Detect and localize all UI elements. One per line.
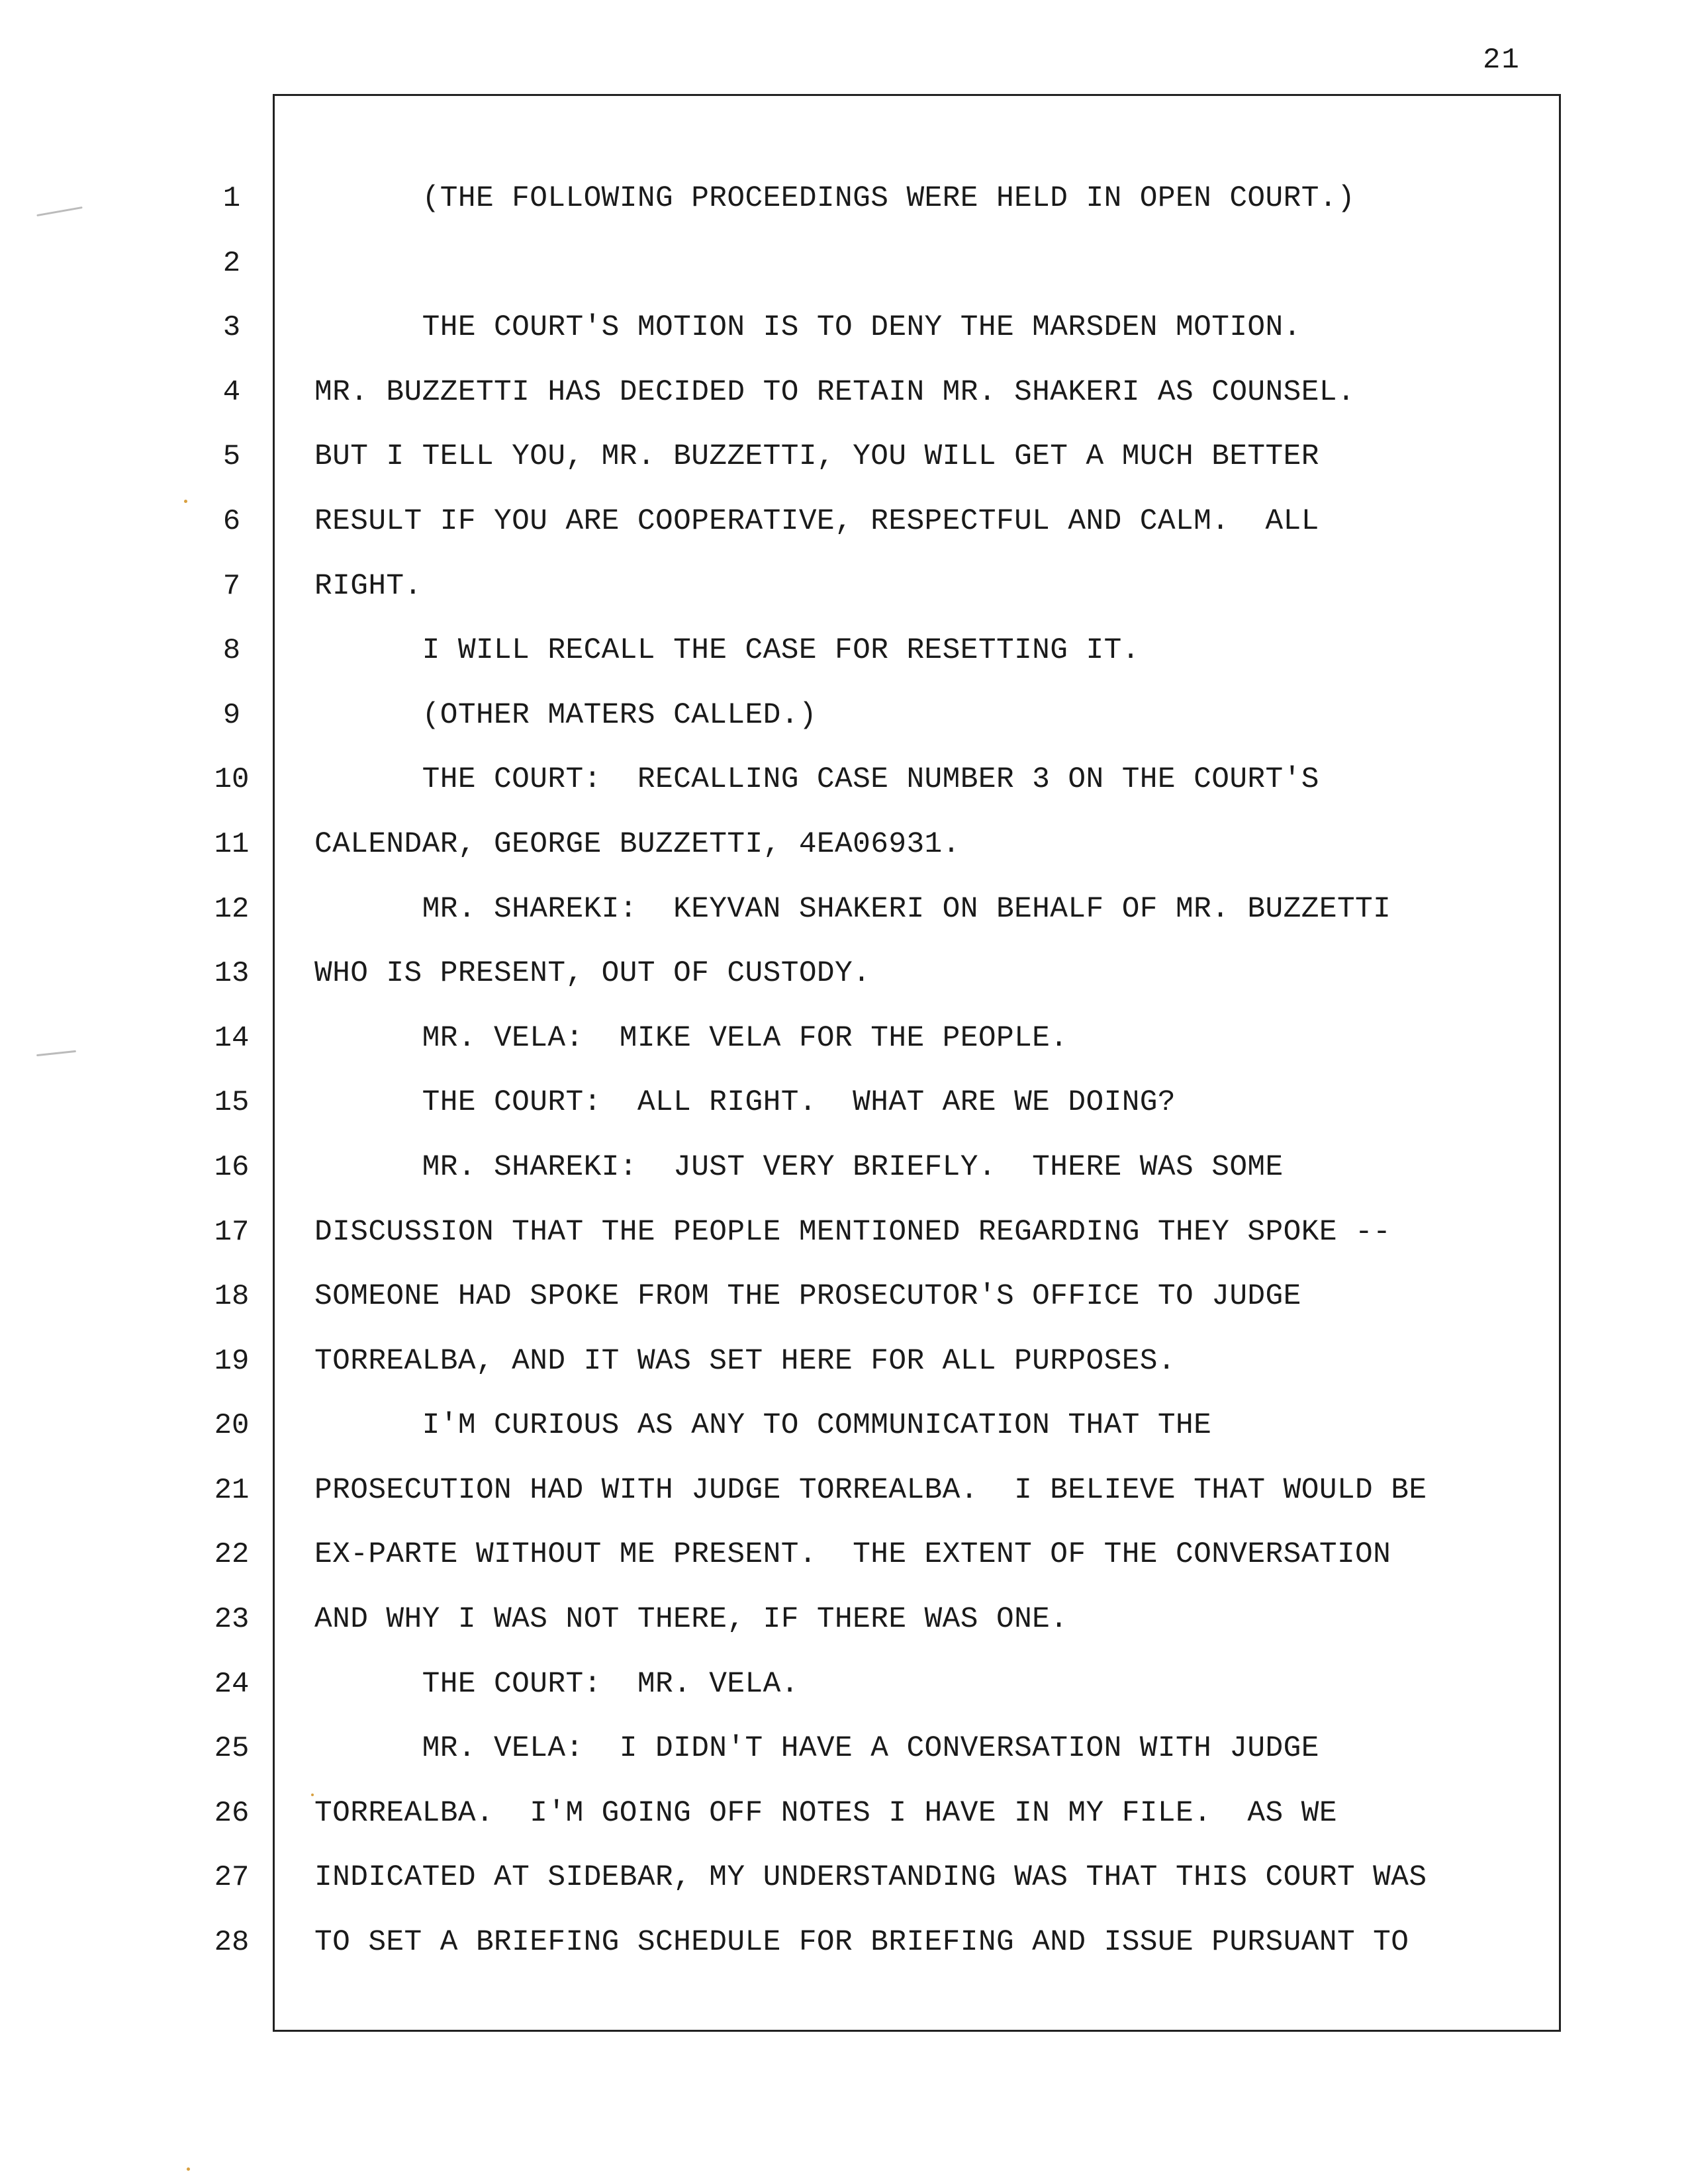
- line-number: 26: [214, 1796, 250, 1830]
- transcript-line: WHO IS PRESENT, OUT OF CUSTODY.: [314, 957, 871, 991]
- line-number: 3: [222, 311, 241, 345]
- transcript-line: MR. SHAREKI: JUST VERY BRIEFLY. THERE WAS SOME: [314, 1150, 1284, 1184]
- line-number: 9: [222, 698, 241, 732]
- transcript-line: THE COURT: RECALLING CASE NUMBER 3 ON THE COURT'S: [314, 763, 1319, 797]
- transcript-line: (THE FOLLOWING PROCEEDINGS WERE HELD IN OPEN COURT.): [314, 182, 1356, 215]
- scan-speck: [36, 1050, 76, 1056]
- line-number: 5: [222, 440, 241, 474]
- transcript-body: [314, 179, 1559, 1987]
- line-number: 8: [222, 634, 241, 668]
- transcript-line: AND WHY I WAS NOT THERE, IF THERE WAS ONE.: [314, 1603, 1068, 1637]
- transcript-line: [314, 244, 1559, 308]
- line-number: 22: [214, 1538, 250, 1572]
- line-number: 28: [214, 1926, 250, 1960]
- transcript-line: TO SET A BRIEFING SCHEDULE FOR BRIEFING AND ISSUE PURSUANT TO: [314, 1926, 1409, 1960]
- transcript-line: MR. VELA: I DIDN'T HAVE A CONVERSATION WITH JUDGE: [314, 1732, 1319, 1766]
- transcript-line: CALENDAR, GEORGE BUZZETTI, 4EA06931.: [314, 827, 961, 861]
- transcript-line: MR. SHAREKI: KEYVAN SHAKERI ON BEHALF OF MR. BUZZETTI: [314, 892, 1391, 926]
- line-number: 16: [214, 1150, 250, 1184]
- scan-speck: [187, 2167, 190, 2171]
- line-number-column: [199, 179, 265, 1987]
- scan-speck: [36, 206, 82, 216]
- line-number: 24: [214, 1667, 250, 1701]
- line-number: 18: [214, 1280, 250, 1314]
- transcript-line: BUT I TELL YOU, MR. BUZZETTI, YOU WILL GET A MUCH BETTER: [314, 440, 1319, 474]
- transcript-line: THE COURT'S MOTION IS TO DENY THE MARSDEN MOTION.: [314, 311, 1301, 345]
- transcript-line: INDICATED AT SIDEBAR, MY UNDERSTANDING WAS THAT THIS COURT WAS: [314, 1861, 1427, 1895]
- transcript-line: I'M CURIOUS AS ANY TO COMMUNICATION THAT THE: [314, 1409, 1212, 1443]
- transcript-line: MR. BUZZETTI HAS DECIDED TO RETAIN MR. SHAKERI AS COUNSEL.: [314, 375, 1356, 409]
- line-number: 10: [214, 763, 250, 797]
- transcript-line: THE COURT: ALL RIGHT. WHAT ARE WE DOING?: [314, 1086, 1176, 1120]
- line-number: 7: [222, 569, 241, 603]
- page-number: 21: [1483, 44, 1521, 77]
- line-number: 14: [214, 1021, 250, 1055]
- line-number: 25: [214, 1732, 250, 1766]
- line-number: 12: [214, 892, 250, 926]
- transcript-line: MR. VELA: MIKE VELA FOR THE PEOPLE.: [314, 1021, 1068, 1055]
- transcript-line: SOMEONE HAD SPOKE FROM THE PROSECUTOR'S OFFICE TO JUDGE: [314, 1280, 1301, 1314]
- transcript-line: RIGHT.: [314, 569, 422, 603]
- line-number: 13: [214, 957, 250, 991]
- transcript-line: DISCUSSION THAT THE PEOPLE MENTIONED REGARDING THEY SPOKE --: [314, 1215, 1391, 1249]
- line-number: 20: [214, 1409, 250, 1443]
- line-number: 1: [222, 182, 241, 215]
- transcript-line: TORREALBA, AND IT WAS SET HERE FOR ALL PURPOSES.: [314, 1344, 1176, 1378]
- line-number: 11: [214, 827, 250, 861]
- scan-speck: [311, 1794, 314, 1796]
- line-number: 6: [222, 504, 241, 538]
- scan-speck: [184, 500, 187, 503]
- line-number: 21: [214, 1473, 250, 1507]
- line-number: 15: [214, 1086, 250, 1120]
- transcript-line: RESULT IF YOU ARE COOPERATIVE, RESPECTFUL AND CALM. ALL: [314, 504, 1319, 538]
- line-number: 2: [222, 246, 241, 280]
- transcript-line: PROSECUTION HAD WITH JUDGE TORREALBA. I BELIEVE THAT WOULD BE: [314, 1473, 1427, 1507]
- transcript-line: I WILL RECALL THE CASE FOR RESETTING IT.: [314, 634, 1140, 668]
- line-number: 19: [214, 1344, 250, 1378]
- line-number: 4: [222, 375, 241, 409]
- transcript-line: THE COURT: MR. VELA.: [314, 1667, 799, 1701]
- line-number: 17: [214, 1215, 250, 1249]
- line-number: 23: [214, 1603, 250, 1637]
- line-number: 27: [214, 1861, 250, 1895]
- transcript-line: TORREALBA. I'M GOING OFF NOTES I HAVE IN MY FILE. AS WE: [314, 1796, 1337, 1830]
- transcript-line: EX-PARTE WITHOUT ME PRESENT. THE EXTENT OF THE CONVERSATION: [314, 1538, 1391, 1572]
- transcript-line: (OTHER MATERS CALLED.): [314, 698, 817, 732]
